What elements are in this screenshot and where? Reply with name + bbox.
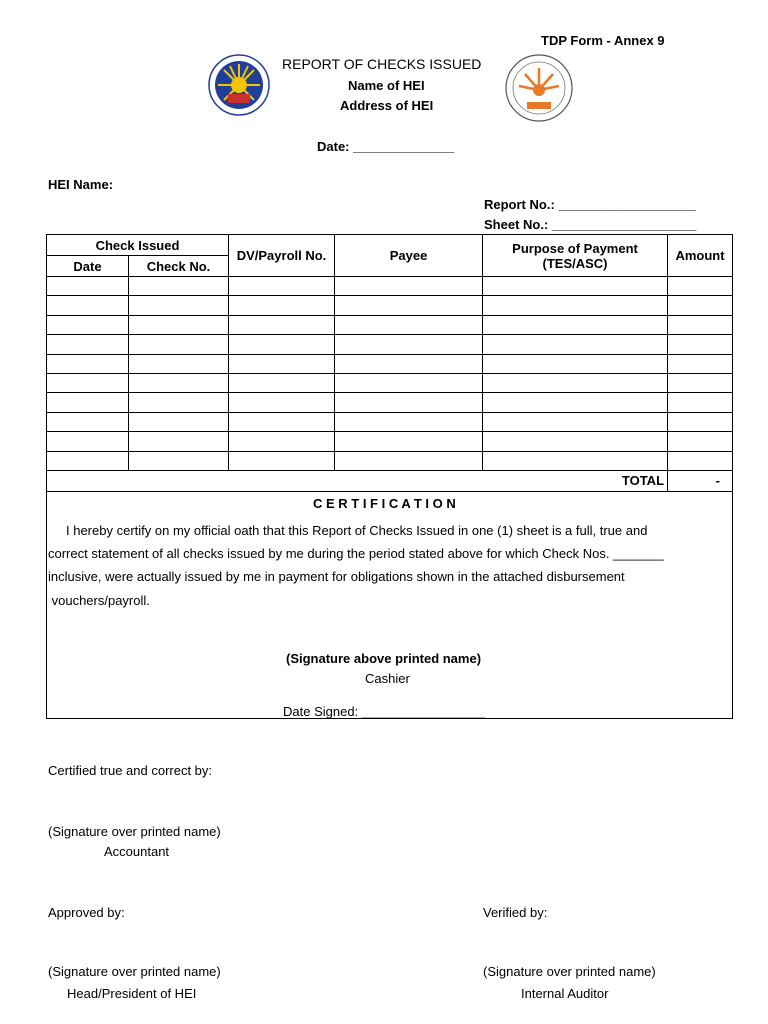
table-row bbox=[47, 296, 733, 315]
table-cell bbox=[483, 296, 668, 315]
amount-header: Amount bbox=[668, 235, 733, 277]
table-row bbox=[47, 373, 733, 392]
table-cell bbox=[668, 277, 733, 296]
table-cell bbox=[668, 393, 733, 412]
certification-line-4: vouchers/payroll. bbox=[48, 593, 150, 608]
table-cell bbox=[229, 451, 335, 470]
certification-line-3: inclusive, were actually issued by me in payment for obligations shown in the attached disbursement bbox=[48, 569, 625, 584]
table-cell bbox=[47, 393, 129, 412]
verified-by-label: Verified by: bbox=[483, 905, 548, 920]
table-row bbox=[47, 412, 733, 431]
table-cell bbox=[229, 296, 335, 315]
table-cell bbox=[47, 354, 129, 373]
table-cell bbox=[483, 432, 668, 451]
ched-seal-icon bbox=[208, 54, 270, 116]
accountant-signature-line: (Signature over printed name) bbox=[48, 824, 221, 839]
table-cell bbox=[483, 335, 668, 354]
table-cell bbox=[129, 432, 229, 451]
certification-line-2: correct statement of all checks issued by me during the period stated above for which Check Nos. _______ bbox=[48, 546, 664, 561]
table-cell bbox=[335, 315, 483, 334]
table-cell bbox=[483, 451, 668, 470]
table-cell bbox=[129, 412, 229, 431]
table-cell bbox=[47, 451, 129, 470]
table-cell bbox=[668, 451, 733, 470]
certification-line-1-text: I hereby certify on my official oath that this Report of Checks Issued in one (1) sheet is a full, true and bbox=[66, 523, 648, 538]
table-cell bbox=[129, 277, 229, 296]
table-cell bbox=[335, 296, 483, 315]
table-cell bbox=[668, 412, 733, 431]
head-role: Head/President of HEI bbox=[67, 986, 197, 1001]
total-value: - bbox=[668, 470, 733, 491]
table-cell bbox=[483, 354, 668, 373]
table-cell bbox=[668, 373, 733, 392]
auditor-role: Internal Auditor bbox=[521, 986, 609, 1001]
head-signature-line: (Signature over printed name) bbox=[48, 964, 221, 979]
hei-address-line: Address of HEI bbox=[340, 98, 434, 113]
checks-table bbox=[46, 234, 733, 492]
table-cell bbox=[483, 315, 668, 334]
table-row bbox=[47, 335, 733, 354]
table-cell bbox=[335, 373, 483, 392]
table-cell bbox=[335, 335, 483, 354]
cashier-role: Cashier bbox=[365, 671, 410, 686]
unifast-seal-icon bbox=[505, 54, 573, 122]
approved-by-label: Approved by: bbox=[48, 905, 125, 920]
report-no-field: Report No.: ___________________ bbox=[484, 197, 696, 212]
check-issued-header: Check Issued bbox=[47, 235, 229, 256]
table-cell bbox=[335, 354, 483, 373]
certification-line-1 bbox=[48, 519, 647, 542]
table-cell bbox=[229, 277, 335, 296]
cashier-signature-line: (Signature above printed name) bbox=[286, 651, 482, 666]
purpose-header-line1: Purpose of Payment bbox=[512, 240, 638, 256]
table-cell bbox=[229, 354, 335, 373]
table-cell bbox=[335, 277, 483, 296]
hei-name-label: HEI Name: bbox=[48, 177, 114, 192]
accountant-role: Accountant bbox=[104, 844, 170, 859]
auditor-signature-line: (Signature over printed name) bbox=[483, 964, 656, 979]
table-row bbox=[47, 393, 733, 412]
table-cell bbox=[47, 432, 129, 451]
table-cell bbox=[668, 315, 733, 334]
table-row bbox=[47, 315, 733, 334]
table-row bbox=[47, 432, 733, 451]
table-cell bbox=[47, 296, 129, 315]
table-cell bbox=[335, 412, 483, 431]
check-no-header: Check No. bbox=[129, 256, 229, 277]
purpose-header bbox=[483, 235, 668, 277]
payee-header: Payee bbox=[335, 235, 483, 277]
table-row bbox=[47, 354, 733, 373]
table-cell bbox=[229, 373, 335, 392]
form-code: TDP Form - Annex 9 bbox=[541, 33, 665, 48]
date-header: Date bbox=[47, 256, 129, 277]
purpose-header-line2: (TES/ASC) bbox=[542, 255, 608, 271]
dv-payroll-header: DV/Payroll No. bbox=[229, 235, 335, 277]
hei-name-line: Name of HEI bbox=[348, 78, 425, 93]
table-cell bbox=[483, 393, 668, 412]
table-row bbox=[47, 277, 733, 296]
table-cell bbox=[229, 315, 335, 334]
table-cell bbox=[129, 296, 229, 315]
table-cell bbox=[47, 373, 129, 392]
table-cell bbox=[229, 393, 335, 412]
certified-by-label: Certified true and correct by: bbox=[48, 763, 213, 778]
total-label: TOTAL bbox=[47, 470, 668, 491]
table-row bbox=[47, 451, 733, 470]
page-title: REPORT OF CHECKS ISSUED bbox=[282, 56, 482, 72]
table-cell bbox=[335, 432, 483, 451]
report-date-field: Date: ______________ bbox=[317, 139, 455, 154]
table-body bbox=[47, 277, 733, 471]
table-cell bbox=[129, 335, 229, 354]
table-cell bbox=[129, 451, 229, 470]
certification-heading: C E R T I F I C A T I O N bbox=[313, 496, 456, 511]
table-cell bbox=[668, 335, 733, 354]
table-cell bbox=[668, 354, 733, 373]
table-cell bbox=[335, 451, 483, 470]
table-cell bbox=[668, 296, 733, 315]
table-cell bbox=[129, 354, 229, 373]
table-cell bbox=[47, 277, 129, 296]
table-cell bbox=[483, 277, 668, 296]
sheet-no-field: Sheet No.: ____________________ bbox=[484, 217, 697, 232]
table-cell bbox=[129, 315, 229, 334]
table-cell bbox=[47, 335, 129, 354]
table-cell bbox=[47, 315, 129, 334]
date-signed-field: Date Signed: _________________ bbox=[283, 704, 485, 719]
table-cell bbox=[229, 335, 335, 354]
table-cell bbox=[47, 412, 129, 431]
table-cell bbox=[229, 432, 335, 451]
table-cell bbox=[129, 393, 229, 412]
table-cell bbox=[483, 412, 668, 431]
table-cell bbox=[668, 432, 733, 451]
table-cell bbox=[229, 412, 335, 431]
table-cell bbox=[483, 373, 668, 392]
table-cell bbox=[129, 373, 229, 392]
table-cell bbox=[335, 393, 483, 412]
